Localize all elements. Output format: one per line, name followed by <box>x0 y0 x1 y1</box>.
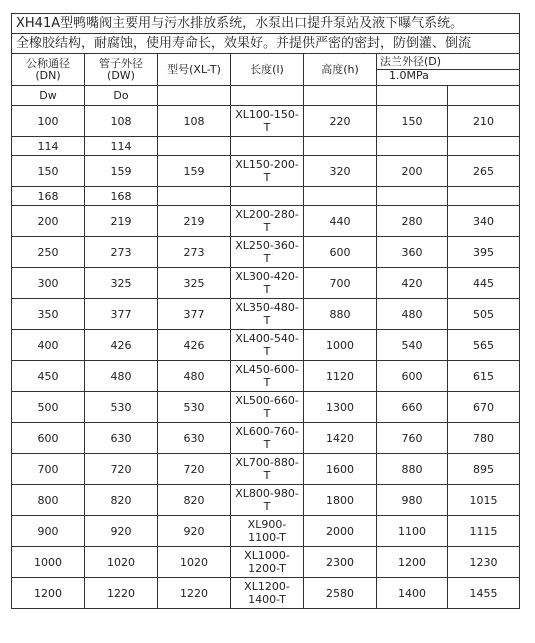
header-flange <box>377 54 520 86</box>
cell-dn: 250 <box>12 237 85 268</box>
cell-length: XL300-420- T <box>231 268 304 299</box>
cell-flange: 150 <box>377 106 448 137</box>
header-dw <box>85 54 158 86</box>
sub-header-blank <box>158 86 231 106</box>
header-length: 长度(l) <box>231 54 304 86</box>
table-row <box>12 423 520 454</box>
table-row <box>12 516 520 547</box>
cell-flange: 1100 <box>377 516 448 547</box>
cell-dn: 450 <box>12 361 85 392</box>
intro-line-2: 全橡胶结构，耐腐蚀，使用寿命长，效果好。并提供严密的密封，防倒灌、倒流 <box>12 34 520 54</box>
cell-height: 1800 <box>304 485 377 516</box>
cell-length <box>231 187 304 206</box>
cell-flange: 1400 <box>377 578 448 609</box>
table-row <box>12 330 520 361</box>
cell-extra: 505 <box>448 299 520 330</box>
cell-extra: 615 <box>448 361 520 392</box>
cell-flange: 760 <box>377 423 448 454</box>
cell-dw: 159 <box>85 156 158 187</box>
cell-flange: 540 <box>377 330 448 361</box>
table-row <box>12 206 520 237</box>
cell-height: 2300 <box>304 547 377 578</box>
cell-flange: 480 <box>377 299 448 330</box>
cell-model: 920 <box>158 516 231 547</box>
table-row <box>12 547 520 578</box>
header-model: 型号(XL-T) <box>158 54 231 86</box>
cell-length: XL700-880- T <box>231 454 304 485</box>
header-flange-label: 法兰外径(D) <box>377 56 519 70</box>
intro-line-1: XH41A型鸭嘴阀主要用与污水排放系统，水泵出口提升泵站及液下曝气系统。 <box>12 14 520 34</box>
cell-height: 2000 <box>304 516 377 547</box>
cell-length: XL900- 1100-T <box>231 516 304 547</box>
cell-model: 1220 <box>158 578 231 609</box>
cell-flange <box>377 187 448 206</box>
cell-dw: 377 <box>85 299 158 330</box>
cell-model: 1020 <box>158 547 231 578</box>
cell-extra: 670 <box>448 392 520 423</box>
cell-length: XL250-360- T <box>231 237 304 268</box>
cell-length: XL400-540- T <box>231 330 304 361</box>
cell-dw: 720 <box>85 454 158 485</box>
cell-dw: 325 <box>85 268 158 299</box>
cell-model: 630 <box>158 423 231 454</box>
cell-model: 273 <box>158 237 231 268</box>
cell-length: XL1000- 1200-T <box>231 547 304 578</box>
cell-length: XL150-200- T <box>231 156 304 187</box>
cell-extra: 210 <box>448 106 520 137</box>
table-row <box>12 268 520 299</box>
cell-model: 219 <box>158 206 231 237</box>
cell-extra: 1455 <box>448 578 520 609</box>
cell-dn: 700 <box>12 454 85 485</box>
cell-dn: 600 <box>12 423 85 454</box>
header-pressure-label: 1.0MPa <box>389 69 429 82</box>
cell-length <box>231 137 304 156</box>
cell-height: 880 <box>304 299 377 330</box>
cell-dn: 200 <box>12 206 85 237</box>
cell-dn: 300 <box>12 268 85 299</box>
cell-flange: 980 <box>377 485 448 516</box>
cell-dw: 426 <box>85 330 158 361</box>
cell-extra: 1115 <box>448 516 520 547</box>
sub-header-blank <box>448 86 520 106</box>
table-row <box>12 237 520 268</box>
cell-dn: 500 <box>12 392 85 423</box>
cell-flange: 280 <box>377 206 448 237</box>
cell-flange: 1200 <box>377 547 448 578</box>
cell-height: 600 <box>304 237 377 268</box>
cell-extra: 565 <box>448 330 520 361</box>
cell-dn: 114 <box>12 137 85 156</box>
cell-height: 1120 <box>304 361 377 392</box>
cell-height <box>304 137 377 156</box>
sub-header-blank <box>377 86 448 106</box>
cell-height: 700 <box>304 268 377 299</box>
cell-model: 426 <box>158 330 231 361</box>
header-dw-text: 管子外径 (DW) <box>99 56 143 82</box>
table-row <box>12 187 520 206</box>
cell-flange: 600 <box>377 361 448 392</box>
cell-flange <box>377 137 448 156</box>
header-dn-text: 公称通径 (DN) <box>26 56 70 82</box>
cell-height: 1000 <box>304 330 377 361</box>
cell-model: 820 <box>158 485 231 516</box>
header-height: 高度(h) <box>304 54 377 86</box>
cell-dw: 219 <box>85 206 158 237</box>
cell-extra: 895 <box>448 454 520 485</box>
cell-extra: 395 <box>448 237 520 268</box>
sub-header-blank <box>304 86 377 106</box>
cell-flange: 360 <box>377 237 448 268</box>
table-row <box>12 392 520 423</box>
sub-header-dn: Dw <box>12 86 85 106</box>
cell-dw: 108 <box>85 106 158 137</box>
sub-header-row <box>12 86 520 106</box>
table-row <box>12 137 520 156</box>
cell-model: 530 <box>158 392 231 423</box>
header-dn <box>12 54 85 86</box>
cell-dw: 114 <box>85 137 158 156</box>
cell-extra: 1230 <box>448 547 520 578</box>
cell-dn: 400 <box>12 330 85 361</box>
cell-height <box>304 187 377 206</box>
cell-dn: 1000 <box>12 547 85 578</box>
table-row <box>12 578 520 609</box>
cell-dn: 350 <box>12 299 85 330</box>
cell-height: 2580 <box>304 578 377 609</box>
cell-height: 1300 <box>304 392 377 423</box>
cell-dn: 900 <box>12 516 85 547</box>
cell-extra: 1015 <box>448 485 520 516</box>
cell-height: 1600 <box>304 454 377 485</box>
cell-dw: 530 <box>85 392 158 423</box>
table-row <box>12 485 520 516</box>
cell-extra: 780 <box>448 423 520 454</box>
cell-model: 480 <box>158 361 231 392</box>
table-row <box>12 299 520 330</box>
cell-dn: 100 <box>12 106 85 137</box>
cell-dw: 920 <box>85 516 158 547</box>
cell-extra <box>448 137 520 156</box>
cell-height: 1420 <box>304 423 377 454</box>
cell-dn: 800 <box>12 485 85 516</box>
cell-model: 377 <box>158 299 231 330</box>
spec-table <box>11 13 520 609</box>
cell-height: 320 <box>304 156 377 187</box>
cell-dw: 273 <box>85 237 158 268</box>
cell-model: 325 <box>158 268 231 299</box>
cell-model: 720 <box>158 454 231 485</box>
table-row <box>12 156 520 187</box>
cell-dn: 150 <box>12 156 85 187</box>
cell-length: XL350-480- T <box>231 299 304 330</box>
cell-length: XL1200- 1400-T <box>231 578 304 609</box>
cell-length: XL800-980- T <box>231 485 304 516</box>
cell-extra: 340 <box>448 206 520 237</box>
spec-table-body <box>12 14 520 609</box>
cell-flange: 880 <box>377 454 448 485</box>
cell-flange: 200 <box>377 156 448 187</box>
cell-model <box>158 187 231 206</box>
cell-length: XL200-280- T <box>231 206 304 237</box>
cell-dn: 1200 <box>12 578 85 609</box>
sub-header-blank <box>231 86 304 106</box>
cell-model <box>158 137 231 156</box>
table-row <box>12 106 520 137</box>
cell-dw: 630 <box>85 423 158 454</box>
cell-length: XL500-660- T <box>231 392 304 423</box>
cell-model: 108 <box>158 106 231 137</box>
sub-header-dw: Do <box>85 86 158 106</box>
cell-extra <box>448 187 520 206</box>
cell-dw: 1020 <box>85 547 158 578</box>
cell-flange: 420 <box>377 268 448 299</box>
cell-extra: 265 <box>448 156 520 187</box>
cell-dw: 168 <box>85 187 158 206</box>
cell-height: 220 <box>304 106 377 137</box>
header-row <box>12 54 520 86</box>
cell-length: XL600-760- T <box>231 423 304 454</box>
cell-length: XL450-600- T <box>231 361 304 392</box>
cell-extra: 445 <box>448 268 520 299</box>
cell-dw: 1220 <box>85 578 158 609</box>
cell-model: 159 <box>158 156 231 187</box>
table-row <box>12 454 520 485</box>
table-row <box>12 361 520 392</box>
cell-height: 440 <box>304 206 377 237</box>
cell-flange: 660 <box>377 392 448 423</box>
cell-dw: 480 <box>85 361 158 392</box>
cell-length: XL100-150- T <box>231 106 304 137</box>
cell-dn: 168 <box>12 187 85 206</box>
cell-dw: 820 <box>85 485 158 516</box>
